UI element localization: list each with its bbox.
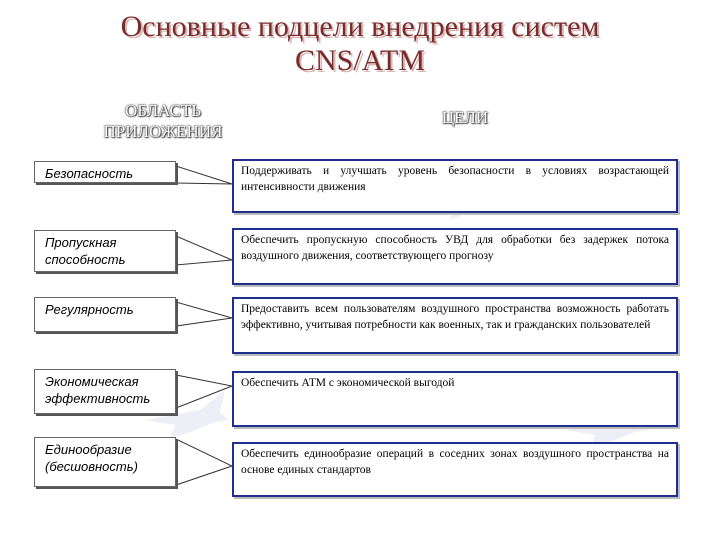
area-column-header: ОБЛАСТЬ ПРИЛОЖЕНИЯ (103, 101, 223, 141)
connector-arrow (176, 302, 232, 326)
goals-column-header: ЦЕЛИ (441, 108, 489, 127)
area-box-economic: Экономическая эффективность (34, 369, 176, 414)
goal-box-uniformity: Обеспечить единообразие операций в соседних зонах воздушного пространства на основе единых стандартов (232, 442, 678, 497)
title-line-1: Основные подцели внедрения систем (120, 10, 600, 43)
title-line-2: CNS/ATM (294, 44, 426, 77)
connector-arrow (176, 375, 232, 408)
goal-box-regularity: Предоставить всем пользователям воздушного пространства возможность работать эффективно, учитывая потребности как военных, так и гражданских пользователей (232, 297, 678, 354)
connector-arrow (176, 236, 232, 265)
area-box-uniformity: Единообразие (бесшовность) (34, 437, 176, 487)
area-box-safety: Безопасность (34, 161, 176, 183)
area-box-capacity: Пропускная способность (34, 230, 176, 272)
connector-arrow (176, 439, 232, 485)
area-box-regularity: Регулярность (34, 297, 176, 332)
goal-box-capacity: Обеспечить пропускную способность УВД для обработки без задержек потока воздушного движения, соответствующего прогнозу (232, 228, 678, 285)
goal-box-economic: Обеспечить АТМ с экономической выгодой (232, 371, 678, 427)
goal-box-safety: Поддерживать и улучшать уровень безопасности в условиях возрастающей интенсивности движения (232, 159, 678, 213)
connector-arrow (176, 166, 232, 184)
